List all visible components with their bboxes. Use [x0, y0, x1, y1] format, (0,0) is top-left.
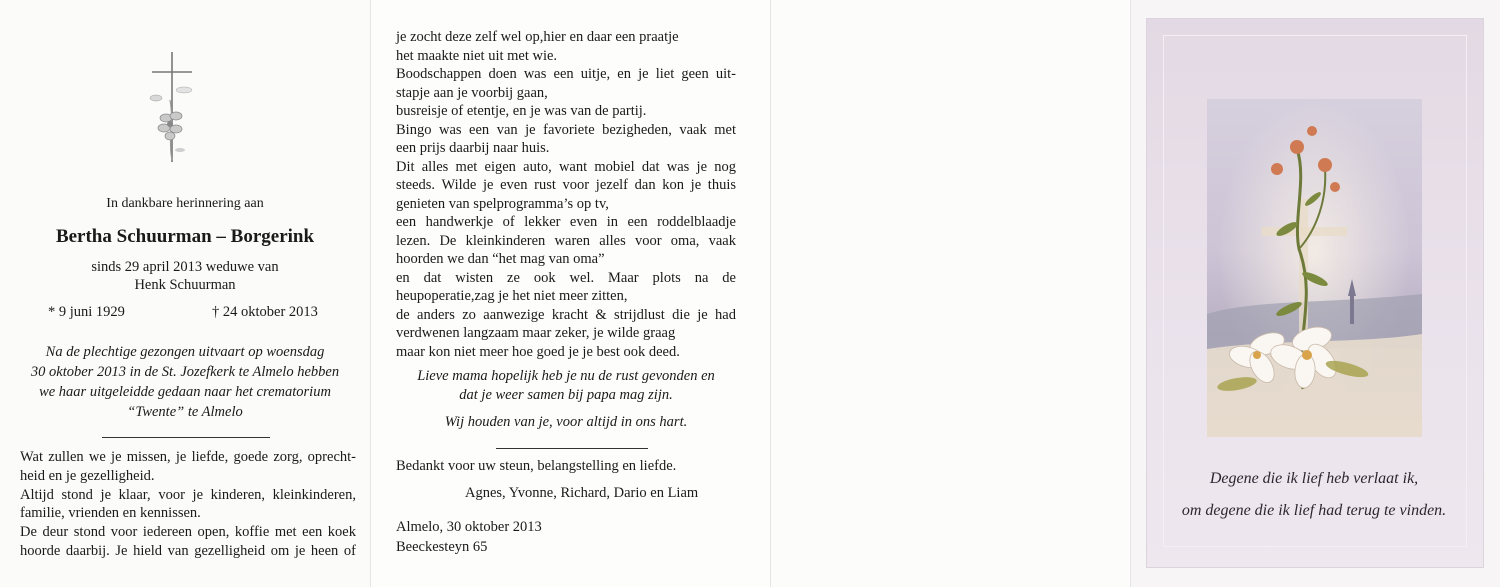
deceased-name: Bertha Schuurman – Borgerink [55, 226, 315, 247]
address: Beeckesteyn 65 [396, 539, 488, 555]
text-line: familie, vrienden en kennissen. [20, 505, 201, 522]
text-line: hoorde daarbij. Je hield van gezelligheid om je heen of [20, 542, 356, 559]
text-line: Wat zullen we je missen, je liefde, goede zorg, oprecht- [20, 449, 356, 465]
family-names: Agnes, Yvonne, Richard, Dario en Liam [465, 485, 699, 501]
text-line: steeds. Wilde je even rust voor jezelf dan kon je thuis [396, 177, 736, 193]
text-line: hoorden we dan “het mag van oma” [396, 251, 605, 267]
fold-line [770, 0, 771, 587]
prayer-text [396, 367, 736, 405]
text-line: genieten van spelprogramma’s op tv, [396, 195, 609, 212]
funeral-line: “Twente” te Almelo [127, 404, 243, 420]
text-line: busreisje of etentje, en je was van de partij. [396, 103, 647, 119]
text-line: Altijd stond je klaar, voor je kinderen, kleinkinderen, [20, 486, 356, 503]
text-line: verdwenen langzaam maar zeker, je wilde graag [396, 325, 676, 341]
card-quote-line: Degene die ik lief heb verlaat ik, [1209, 470, 1419, 487]
text-line: Boodschappen doen was een uitje, en je liet geen uit- [396, 66, 736, 82]
memorial-text [20, 448, 356, 561]
cross-with-flower-icon [140, 50, 220, 170]
flower-cross-painting [1207, 99, 1422, 437]
thanks-text: Bedankt voor uw steun, belangstelling en liefde. [396, 458, 677, 474]
funeral-notice [0, 342, 370, 422]
fold-line [370, 0, 371, 587]
death-date: † 24 oktober 2013 [212, 304, 318, 320]
funeral-line: Na de plechtige gezongen uitvaart op woensdag [45, 344, 325, 360]
divider [102, 437, 270, 438]
divider [496, 448, 648, 449]
place-date: Almelo, 30 oktober 2013 [396, 519, 542, 535]
text-line: het maakte niet uit met wie. [396, 47, 558, 64]
text-line: heupoperatie,zag je het niet meer zitten, [396, 288, 628, 304]
spouse-name: Henk Schuurman [134, 277, 236, 293]
prayer-line: Lieve mama hopelijk heb je nu de rust gevonden en [417, 368, 715, 384]
widow-line: sinds 29 april 2013 weduwe van [91, 259, 279, 275]
love-line: Wij houden van je, voor altijd in ons hart. [444, 414, 688, 430]
funeral-line: we haar uitgeleidde gedaan naar het crematorium [39, 384, 331, 400]
card-quote-line: om degene die ik lief had terug te vinden. [1181, 502, 1447, 519]
blank-panel [770, 0, 1130, 587]
text-line: lezen. De kleinkinderen waren alles voor oma, vaak [396, 232, 736, 249]
funeral-line: 30 oktober 2013 in de St. Jozefkerk te Almelo hebben [30, 364, 340, 380]
text-line: je zocht deze zelf wel op,hier en daar een praatje [396, 29, 679, 45]
text-line: De deur stond voor iedereen open, koffie met een koek [20, 524, 356, 541]
text-line: Dit alles met eigen auto, want mobiel dat was je nog [396, 158, 736, 175]
fold-line [1130, 0, 1131, 587]
intro-text: In dankbare herinnering aan [106, 196, 264, 211]
text-line: stapje aan je voorbij gaan, [396, 84, 548, 101]
text-line: een prijs daarbij naar huis. [396, 140, 550, 156]
text-line: maar kon niet meer hoe goed je je best ook deed. [396, 343, 680, 360]
memorial-text-continued [396, 28, 736, 361]
text-line: Bingo was een van je favoriete bezigheden, vaak met [396, 121, 736, 138]
text-line: een handwerkje of lekker even in een roddelblaadje [396, 214, 736, 230]
text-line: en dat wisten ze ook wel. Maar plots na de [396, 269, 736, 286]
birth-date: * 9 juni 1929 [48, 304, 125, 320]
text-line: de anders zo aanwezige kracht & strijdlust die je had [396, 306, 736, 323]
prayer-line: dat je weer samen bij papa mag zijn. [459, 387, 673, 403]
text-line: heid en je gezelligheid. [20, 467, 155, 484]
